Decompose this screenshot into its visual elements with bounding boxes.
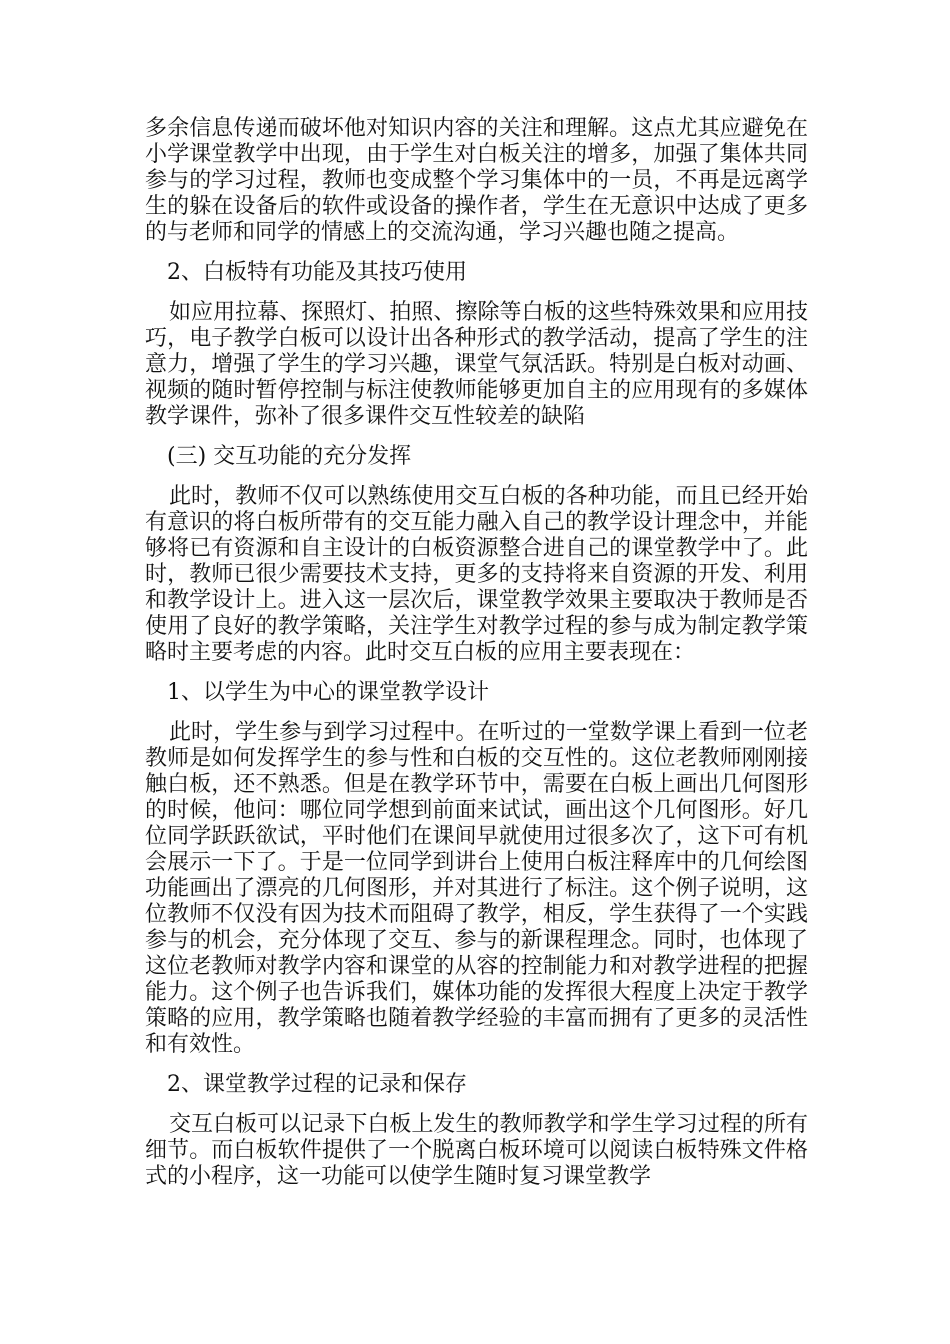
section-heading: 2、白板特有功能及其技巧使用 (167, 260, 467, 285)
section-heading: 2、课堂教学过程的记录和保存 (167, 1072, 467, 1097)
body-paragraph: 如应用拉幕、探照灯、拍照、擦除等白板的这些特殊效果和应用技巧，电子教学白板可以设计出各种形式的教学活动，提高了学生的注意力，增强了学生的学习兴趣，课堂气氛活跃。特别是白板对动画、视频的随时暂停控制与标注使教师能够更加自主的应用现有的多媒体教学课件，弥补了很多课件交互性较差的缺陷 (145, 300, 808, 429)
document-page (145, 116, 808, 1190)
body-paragraph: 此时，教师不仅可以熟练使用交互白板的各种功能，而且已经开始有意识的将白板所带有的交互能力融入自己的教学设计理念中，并能够将已有资源和自主设计的白板资源整合进自己的课堂教学中了。此时，教师已很少需要技术支持，更多的支持将来自资源的开发、利用和教学设计上。进入这一层次后，课堂教学效果主要取决于教师是否使用了良好的教学策略，关注学生对教学过程的参与成为制定教学策略时主要考虑的内容。此时交互白板的应用主要表现在： (145, 484, 808, 665)
body-paragraph: 此时，学生参与到学习过程中。在听过的一堂数学课上看到一位老教师是如何发挥学生的参与性和白板的交互性的。这位老教师刚刚接触白板，还不熟悉。但是在教学环节中，需要在白板上画出几何图形的时候，他问：哪位同学想到前面来试试，画出这个几何图形。好几位同学跃跃欲试，平时他们在课间早就使用过很多次了，这下可有机会展示一下了。于是一位同学到讲台上使用白板注释库中的几何绘图功能画出了漂亮的几何图形，并对其进行了标注。这个例子说明，这位教师不仅没有因为技术而阻碍了教学，相反，学生获得了一个实践参与的机会，充分体现了交互、参与的新课程理念。同时，也体现了这位老教师对教学内容和课堂的从容的控制能力和对教学进程的把握能力。这个例子也告诉我们，媒体功能的发挥很大程度上决定于教学策略的应用，教学策略也随着教学经验的丰富而拥有了更多的灵活性和有效性。 (145, 720, 808, 1057)
section-heading: (三) 交互功能的充分发挥 (167, 444, 412, 469)
section-heading: 1、以学生为中心的课堂教学设计 (167, 680, 489, 705)
body-paragraph: 多余信息传递而破坏他对知识内容的关注和理解。这点尤其应避免在小学课堂教学中出现，由于学生对白板关注的增多，加强了集体共同参与的学习过程，教师也变成整个学习集体中的一员，不再是远离学生的躲在设备后的软件或设备的操作者，学生在无意识中达成了更多的与老师和同学的情感上的交流沟通，学习兴趣也随之提高。 (145, 116, 808, 245)
body-paragraph: 交互白板可以记录下白板上发生的教师教学和学生学习过程的所有细节。而白板软件提供了一个脱离白板环境可以阅读白板特殊文件格式的小程序，这一功能可以使学生随时复习课堂教学 (145, 1112, 808, 1189)
